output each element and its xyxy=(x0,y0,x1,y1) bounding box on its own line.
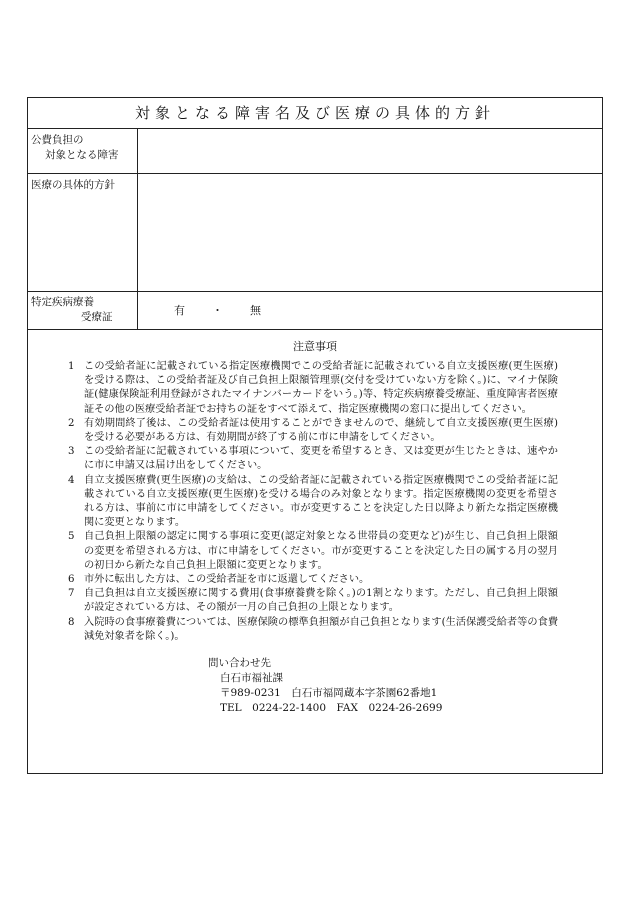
notes-title: 注意事項 xyxy=(293,340,337,353)
note-number: 1 xyxy=(68,361,75,372)
note-number: 2 xyxy=(68,417,75,429)
note-item xyxy=(68,474,558,531)
note-item xyxy=(68,360,558,417)
note-text: 自己負担は自立支援医療に関する費用(食事療養費を除く。)の1割となります。ただし、自己負担上限額が設定されている方は、その額が一月の自己負担の上限となります。 xyxy=(84,588,558,614)
note-number: 6 xyxy=(68,574,75,586)
note-number: 5 xyxy=(68,531,75,543)
note-text: この受給者証に記載されている事項について、変更を希望するとき、又は変更が生じたときは、速やかに市に申請又は届け出をしてください。 xyxy=(84,446,558,472)
row-medical-policy xyxy=(28,174,602,292)
contact-phone: TEL 0224-22-1400 FAX 0224-26-2699 xyxy=(220,702,443,715)
note-item xyxy=(68,530,558,573)
note-text: 自立支援医療費(更生医療)の支給は、この受給者証に記載されている指定医療機関でこの受給者証に記載されている自立支援医療(更生医療)を受ける場合のみ対象となります。指定医療機関の変更を希望される方は、事前に市に申請をしてください。市が変更することを決定した日以降より新たな指定医療機関に変更となります。 xyxy=(84,474,558,529)
form-title: 対象となる障害名及び医療の具体的方針 xyxy=(28,98,602,129)
row-label-medical-policy xyxy=(28,174,138,291)
note-item xyxy=(68,573,558,587)
specific-disease-yes-no: 有 ・ 無 xyxy=(174,304,269,317)
note-item xyxy=(68,417,558,445)
certificate-back-form xyxy=(27,97,603,774)
notes-list xyxy=(28,360,602,644)
note-text: 有効期間終了後は、この受給者証は使用することができませんので、継続して自立支援医療(更生医療)を受ける必要がある方は、有効期間が終了する前に市に申請をしてください。 xyxy=(84,417,558,444)
note-item xyxy=(68,445,558,473)
contact-block xyxy=(208,656,602,716)
label-line: 対象となる障害 xyxy=(45,149,119,161)
label-line: 公費負担の xyxy=(31,134,84,146)
disability-value xyxy=(138,129,602,173)
note-text: 自己負担上限額の認定に関する事項に変更(認定対象となる世帯員の変更など)が生じ、自己負担上限額の変更を希望される方は、市に申請をしてください。市が変更することを決定した日の属する月の翌月の初日から新たな自己負担上限額に変更となります。 xyxy=(84,531,558,571)
contact-office: 白石市福祉課 xyxy=(220,672,283,685)
row-label-specific-disease xyxy=(28,292,138,329)
medical-policy-value xyxy=(138,174,602,291)
row-disability xyxy=(28,129,602,174)
note-number: 4 xyxy=(68,474,75,486)
note-number: 8 xyxy=(68,616,75,628)
row-label-disability xyxy=(28,129,138,173)
note-text: 入院時の食事療養費については、医療保険の標準負担額が自己負担となります(生活保護受給者等の食費減免対象者を除く。)。 xyxy=(84,616,558,642)
contact-heading: 問い合わせ先 xyxy=(208,657,271,670)
note-number: 7 xyxy=(68,588,75,600)
note-text: 市外に転出した方は、この受給者証を市に返還してください。 xyxy=(84,574,370,586)
label-line: 受療証 xyxy=(81,311,113,323)
contact-address: 〒989-0231 白石市福岡蔵本字茶園62番地1 xyxy=(220,687,438,700)
note-number: 3 xyxy=(68,446,75,458)
note-item xyxy=(68,587,558,615)
note-item xyxy=(68,616,558,644)
label-line: 特定疾病療養 xyxy=(31,296,94,308)
label-line: 医療の具体的方針 xyxy=(31,179,115,191)
note-text: この受給者証に記載されている指定医療機関でこの受給者証に記載されている自立支援医療(更生医療)を受ける際は、この受給者証及び自己負担上限額管理票(交付を受けていない方を除く。)に、マイナ保険証(健康保険証利用登録がされたマイナンバーカードをいう。)等、特定疾病療養受療証、重度障害者医療証その他の医療受給者証でお持ちの証をすべて添えて、指定医療機関の窓口に提出してください。 xyxy=(84,361,558,415)
row-specific-disease xyxy=(28,292,602,330)
